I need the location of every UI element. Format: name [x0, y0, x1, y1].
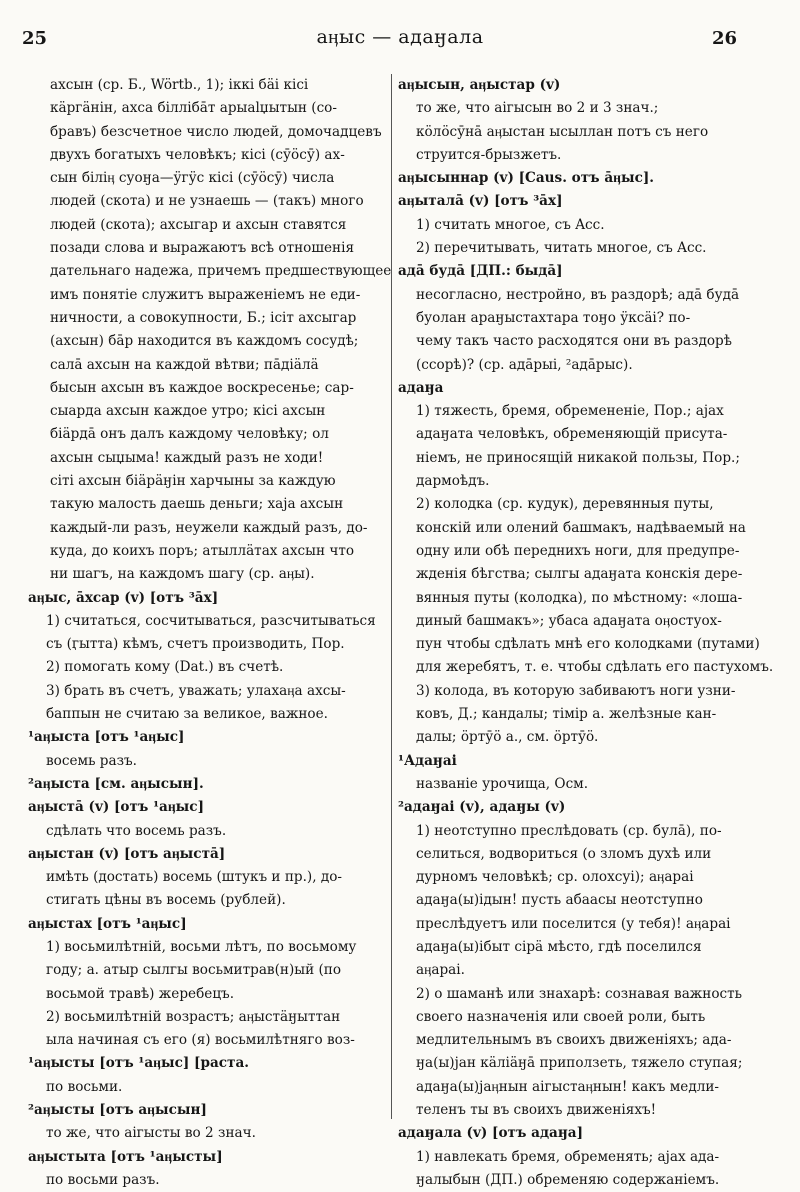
- entry-line: 1) считать многое, съ Acc.: [416, 216, 605, 233]
- headword-line: аӊыста̄ (v) [отъ ¹аӊыс]: [28, 799, 205, 816]
- entry-line: ӈа(ы)јан кäліäӈа̄ приползеть, тяжело ступая;: [416, 1055, 743, 1072]
- entry-line: каждый-ли разъ, неужели каждый разъ, до-: [50, 519, 368, 536]
- entry-line: 2) о шаманѣ или знахарѣ: сознавая важность: [416, 985, 743, 1002]
- entry-line: біäрда̄ онъ далъ каждому человѣку; ол: [50, 426, 329, 443]
- headword-line: аӊытала̄ (v) [отъ ³а̄х]: [398, 193, 563, 210]
- entry-line: сіті ахсын біäрäӈін харчыны за каждую: [50, 473, 336, 490]
- entry-line: 1) считаться, сосчитываться, разсчитываться: [46, 612, 376, 629]
- headword-line: ²адаӈаі (v), адаӈы (v): [398, 799, 566, 816]
- entry-line: струится-брызжетъ.: [416, 146, 562, 163]
- left-page-number: 25: [22, 28, 48, 49]
- entry-line: пун чтобы сдѣлать мнѣ его колодками (путами): [416, 636, 760, 653]
- entry-line: году; а. атыр сылгы восьмитрав(н)ый (по: [46, 962, 342, 979]
- entry-line: сын біліӊ суоӈа—ӱгӱс кісі (сӯöсӯ) числа: [50, 170, 335, 187]
- entry-line: ни шагъ, на каждомъ шагу (ср. аӊы).: [50, 566, 315, 583]
- entry-line: адаӈа(ы)јаӊнын аігыстаӊнын! какъ медли-: [416, 1078, 719, 1095]
- entry-line: 1) восьмилѣтній, восьми лѣтъ, по восьмому: [46, 938, 357, 955]
- entry-line: то же, что аігысын во 2 и 3 знач.;: [416, 100, 659, 117]
- entry-line: кäргäнін, ахса білліба̄т арыаlџытын (со-: [50, 100, 337, 117]
- entry-line: имъ понятіе служитъ выраженіемъ не еди-: [50, 286, 361, 303]
- entry-line: вянныя путы (колодка), по мѣстному: «лоша-: [416, 589, 743, 606]
- entry-line: 3) колода, въ которую забиваютъ ноги узни-: [416, 682, 736, 699]
- entry-line: буолан араӈыстахтара тоӈо ӱксäі? по-: [416, 309, 691, 326]
- headword-line: ²аӊысты [отъ аӊысын]: [28, 1102, 207, 1119]
- entry-line: названіе урочища, Осм.: [416, 775, 589, 792]
- headword-line: адаӈала (v) [отъ адаӈа]: [398, 1125, 584, 1142]
- entry-line: восьмой травѣ) жеребецъ.: [46, 985, 235, 1002]
- entry-line: чему такъ часто расходятся они въ раздорѣ: [416, 333, 732, 350]
- left-column: [28, 74, 392, 1192]
- entry-line: 1) неотступно преслѣдовать (ср. була̄), по-: [416, 822, 722, 839]
- headword-line: аӊыстах [отъ ¹аӊыс]: [28, 915, 187, 932]
- entry-line: дурномъ человѣкѣ; ср. олохсуі); аӊараі: [416, 869, 694, 886]
- entry-line: сала̄ ахсын на каждой вѣтви; па̄діäлä: [50, 356, 319, 373]
- entry-line: ковъ, Д.; кандалы; тімір а. желѣзные кан-: [416, 706, 717, 723]
- entry-line: несогласно, нестройно, въ раздорѣ; ада̄ буда̄: [416, 286, 740, 303]
- entry-line: кöлöсӯна̄ аӊыстан ысыллан потъ съ него: [416, 123, 709, 140]
- entry-line: куда, до коихъ поръ; атыллäтах ахсын что: [50, 542, 355, 559]
- right-column: [398, 74, 774, 1192]
- entry-line: 3) брать въ счетъ, уважать; улахаӊа ахсы-: [46, 682, 346, 699]
- entry-line: для жеребятъ, т. е. чтобы сдѣлать его пастухомъ.: [416, 659, 774, 676]
- entry-line: (ссорѣ)? (ср. ада̄рыі, ²ада̄рыс).: [416, 356, 633, 373]
- entry-line: 1) тяжесть, бремя, обремененіе, Пор.; аjах: [416, 403, 724, 420]
- headword-line: аӊыс, а̄хсар (v) [отъ ³а̄х]: [28, 589, 219, 606]
- entry-line: медлительнымъ въ своихъ движеніяхъ; ада-: [416, 1032, 732, 1049]
- entry-line: ничности, а совокупности, Б.; ісіт ахсыгар: [50, 309, 357, 326]
- entry-line: диный башмакъ»; убаса адаӈата оӊостуох-: [416, 612, 722, 629]
- entry-line: такую малость даешь деньги; хаја ахсын: [50, 496, 344, 513]
- entry-line: по восьми разъ.: [46, 1171, 160, 1188]
- entry-line: дармоѣдъ.: [416, 473, 490, 490]
- entry-line: людей (скота); ахсыгар и ахсын ставятся: [50, 216, 347, 233]
- entry-line: ыла начиная съ его (я) восьмилѣтняго воз-: [46, 1032, 355, 1049]
- entry-line: съ (ӷытта) кѣмъ, счетъ производить, Пор.: [46, 636, 345, 653]
- entry-line: 2) перечитывать, читать многое, съ Acc.: [416, 240, 707, 257]
- entry-line: конскій или олений башмакъ, надѣваемый на: [416, 519, 746, 536]
- entry-line: 1) навлекать бремя, обременять; аjах ада-: [416, 1148, 720, 1165]
- entry-line: имѣть (достать) восемь (штукъ и пр.), до-: [46, 869, 342, 886]
- entry-line: ахсын (ср. Б., Wörtb., 1); іккі бäі кісі: [50, 77, 309, 93]
- headword-line: ¹аӊысты [отъ ¹аӊыс] [раста.: [28, 1055, 250, 1072]
- entry-line: дательнаго надежа, причемъ предшествующее: [50, 263, 392, 280]
- entry-line: адаӈата человѣкъ, обременяющій присута-: [416, 426, 728, 443]
- entry-line: то же, что аігысты во 2 знач.: [46, 1125, 256, 1142]
- entry-line: теленъ ты въ своихъ движеніяхъ!: [416, 1102, 657, 1119]
- entry-line: адаӈа(ы)ідын! пусть абаасы неотступно: [416, 892, 703, 909]
- entry-line: баппын не считаю за великое, важное.: [46, 706, 328, 723]
- entry-line: двухъ богатыхъ человѣкъ; кісі (сӯöсӯ) ах-: [50, 146, 345, 163]
- entry-line: бысын ахсын въ каждое воскресенье; сар-: [50, 379, 354, 396]
- entry-line: жденія бѣгства; сылгы адаӈата конскія дере-: [416, 566, 743, 583]
- entry-line: по восьми.: [46, 1078, 123, 1095]
- entry-line: преслѣдуетъ или поселится (у тебя)! аӊараі: [416, 915, 731, 932]
- entry-line: далы; öртӯö а., см. öртӯö.: [416, 729, 599, 746]
- entry-line: адаӈа(ы)ібыт сірä мѣсто, гдѣ поселился: [416, 938, 702, 955]
- headword-line: аӊыстыта [отъ ¹аӊысты]: [28, 1148, 223, 1165]
- column-divider: [391, 74, 392, 1119]
- entry-line: ӈалыбын (ДП.) обременяю содержаніемъ.: [416, 1171, 720, 1188]
- entry-line: 2) колодка (ср. кудук), деревянныя путы,: [416, 496, 714, 513]
- entry-line: своего назначенія или своей роли, быть: [416, 1008, 706, 1025]
- entry-line: бравъ) безсчетное число людей, домочадцевъ: [50, 123, 382, 140]
- entry-line: восемь разъ.: [46, 752, 137, 769]
- headword-line: ¹аӊыста [отъ ¹аӊыс]: [28, 729, 185, 746]
- headword-line: ада̄ буда̄ [ДП.: быда̄]: [398, 263, 563, 280]
- entry-line: стигать цѣны въ восемь (рублей).: [46, 892, 286, 909]
- entry-line: людей (скота) и не узнаешь — (такъ) много: [50, 193, 364, 210]
- entry-line: аӊараі.: [416, 962, 465, 979]
- entry-line: одну или обѣ переднихъ ноги, для предупре-: [416, 542, 740, 559]
- entry-line: 2) восьмилѣтній возрастъ; аӊыстäӈыттан: [46, 1008, 341, 1025]
- entry-line: позади слова и выражаютъ всѣ отношенія: [50, 240, 355, 257]
- running-head: аӊыс — адаӈала: [316, 26, 484, 48]
- entry-line: ніемъ, не приносящій никакой пользы, Пор.;: [416, 449, 740, 466]
- entry-line: 2) помогать кому (Dat.) въ счетѣ.: [46, 659, 284, 676]
- entry-line: сдѣлать что восемь разъ.: [46, 822, 227, 839]
- entry-line: сыарда ахсын каждое утро; кісі ахсын: [50, 403, 326, 420]
- headword-line: аӊысыннар (v) [Caus. отъ а̄ӊыс].: [398, 170, 655, 187]
- headword-line: ¹Адаӈаі: [398, 752, 457, 769]
- entry-line: ахсын сыџыма! каждый разъ не ходи!: [50, 449, 324, 466]
- headword-line: аӊысын, аӊыстар (v): [398, 77, 561, 93]
- headword-line: адаӈа: [398, 379, 444, 396]
- right-page-number: 26: [712, 28, 738, 49]
- headword-line: ²аӊыста [см. аӊысын].: [28, 775, 204, 792]
- entry-line: (ахсын) ба̄р находится въ каждомъ сосудѣ;: [50, 333, 359, 350]
- headword-line: аӊыстан (v) [отъ аӊыста̄]: [28, 845, 226, 862]
- entry-line: селиться, водвориться (о зломъ духѣ или: [416, 845, 712, 862]
